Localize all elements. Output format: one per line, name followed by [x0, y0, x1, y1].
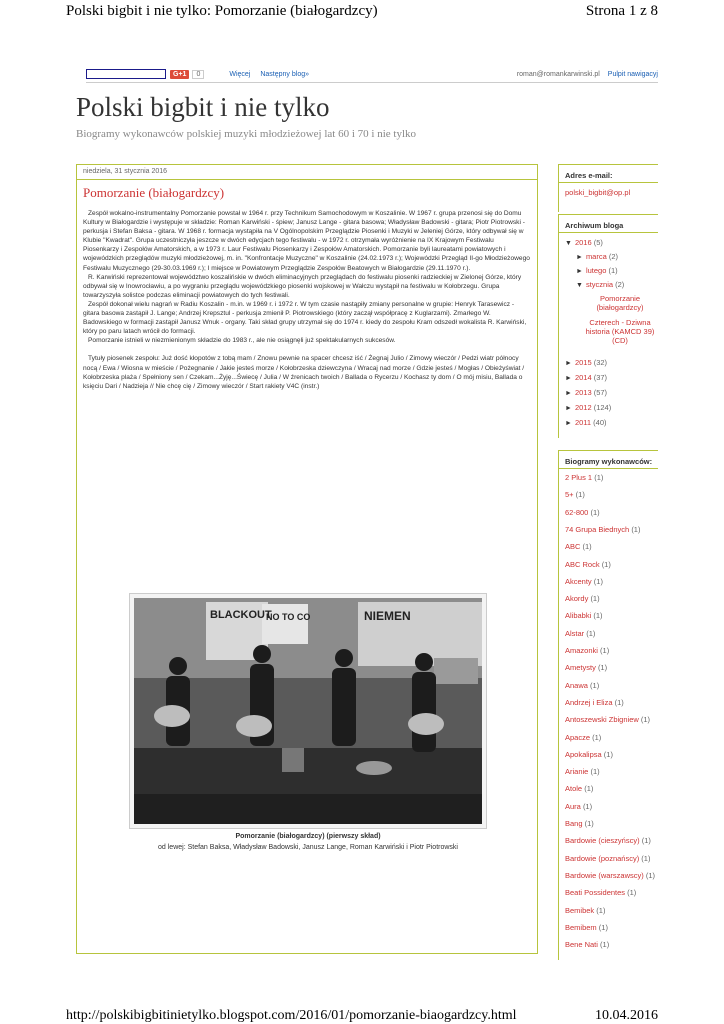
author-item[interactable] — [565, 663, 607, 672]
post-title[interactable]: Pomorzanie (białogardzcy) — [83, 185, 225, 200]
author-count: (1) — [582, 542, 592, 552]
blog-description: Biogramy wykonawców polskiej muzyki młodzieżowej lat 60 i 70 i nie tylko — [76, 128, 417, 140]
blogger-navbar — [86, 66, 658, 82]
archive-year-2016[interactable]: ▼ 2016 (5) — [565, 238, 603, 247]
author-link[interactable]: Andrzej i Eliza — [565, 697, 613, 707]
print-header-title: Polski bigbit i nie tylko: Pomorzanie (białogardzcy) — [66, 2, 378, 19]
print-page-number: Strona 1 z 8 — [585, 2, 658, 19]
author-item[interactable] — [565, 629, 595, 638]
author-item[interactable] — [565, 940, 609, 949]
author-count: (1) — [640, 715, 651, 725]
author-count: (1) — [600, 646, 610, 655]
author-link[interactable]: Ametysty — [565, 663, 596, 673]
poster-text: NO TO CO — [266, 612, 311, 622]
author-item[interactable] — [565, 473, 603, 482]
author-count: (1) — [590, 680, 600, 690]
archive-year-2011[interactable]: ► 2011 (40) — [565, 418, 607, 427]
archive-month-lutego[interactable]: ► lutego (1) — [576, 266, 618, 275]
author-item[interactable] — [565, 681, 599, 690]
author-link[interactable]: 62-800 — [565, 507, 589, 517]
post-container — [76, 164, 538, 954]
post-paragraph: Pomorzanie istnieli w niezmienionym składzie do 1983 r., ale nie osiągnęli już spektakularnych sukcesów. — [88, 337, 396, 345]
email-widget-title: Adres e-mail: — [565, 171, 613, 180]
author-link[interactable]: Bang — [565, 819, 583, 828]
author-item[interactable] — [565, 923, 608, 932]
author-count: (1) — [614, 697, 624, 707]
author-link[interactable]: Alstar — [565, 628, 585, 638]
archive-month-marca[interactable]: ► marca (2) — [576, 252, 619, 261]
triangle-right-icon[interactable]: ► — [565, 420, 572, 427]
author-link[interactable]: Amazonki — [565, 646, 598, 655]
archive-year-2014[interactable]: ► 2014 (37) — [565, 373, 608, 382]
band-photo — [134, 598, 482, 824]
author-item[interactable] — [565, 490, 585, 499]
archive-month-stycznia[interactable]: ▼ stycznia (2) — [576, 280, 625, 289]
triangle-right-icon[interactable]: ► — [576, 254, 583, 261]
author-count: (1) — [575, 490, 585, 500]
author-count: (1) — [586, 628, 596, 638]
author-link[interactable]: Akcenty — [565, 576, 592, 586]
triangle-right-icon[interactable]: ► — [565, 390, 572, 397]
author-count: (1) — [582, 801, 593, 811]
author-count: (1) — [603, 749, 613, 759]
author-item[interactable] — [565, 767, 600, 776]
author-link[interactable]: Atole — [565, 784, 583, 794]
author-count: (1) — [598, 922, 608, 932]
print-footer-url: http://polskibigbitinietylko.blogspot.com/2016/01/pomorzanie-biaogardzcy.html — [66, 1008, 517, 1023]
archive-post-link[interactable]: Czterech - Dziwna historia (KAMCD 39) (CD) — [585, 318, 655, 345]
author-count: (1) — [596, 905, 606, 915]
more-link[interactable]: Więcej — [229, 70, 251, 78]
author-count: (1) — [593, 576, 603, 586]
author-count: (1) — [627, 888, 637, 898]
author-count: (1) — [631, 524, 641, 534]
author-link[interactable]: Beati Possidentes — [565, 888, 626, 898]
dashboard-link[interactable]: Pulpit nawigacyj — [607, 70, 658, 78]
author-link[interactable]: ABC Rock — [565, 559, 600, 569]
author-link[interactable]: Arianie — [565, 767, 589, 777]
author-item[interactable] — [565, 646, 609, 655]
author-count: (1) — [590, 767, 600, 777]
archive-widget-title: Archiwum bloga — [565, 221, 624, 230]
author-count: (1) — [590, 594, 600, 604]
archive-year-2012[interactable]: ► 2012 (124) — [565, 403, 612, 412]
author-item[interactable] — [565, 784, 593, 793]
author-count: (1) — [597, 663, 608, 673]
post-paragraph: Zespół dokonał wielu nagrań w Radiu Koszalin - m.in. w 1969 r. i 1972 r. W tym czasie nastąpiły zmiany personalne w grupie: Henryk Tarasewicz - gitara basowa zastąpił J. Lange; Andrzej Krepsztul - perkusja zmienił P. Piotrowskiego (który zaczął współpracę z Kuglarzami). Zmarłego W. Badowskiego w formacji zastąpił Janusz Wnuk - organy. Taki skład grupy utrzymał się do 1974 r. kiedy do zespołu Kram odszedł wokalista R. Karwiński, który po paru latach wrócił do formacji. — [83, 300, 527, 336]
print-footer-date: 10.04.2016 — [595, 1008, 658, 1023]
author-link[interactable]: Alibabki — [565, 611, 592, 621]
print-footer — [66, 1006, 658, 1024]
band-photo-frame[interactable] — [129, 593, 487, 829]
gplus-button[interactable]: G+1 — [170, 70, 189, 79]
archive-year-2013[interactable]: ► 2013 (57) — [565, 388, 608, 397]
author-item[interactable] — [565, 577, 603, 586]
post-paragraph: Zespół wokalno-instrumentalny Pomorzanie powstał w 1964 r. przy Technikum Samochodowym w Koszalinie. W 1967 r. grupa przenosi się do Domu Kultury w Białogardzie i występuje w składzie: Roman Karwiński - śpiew; Janusz Lange - gitara basowa; Władysław Badowski - gitara; Piotr Piotrowski - perkusja i Stefan Baksa - gitara. W 1968 r. formacja wystąpiła na V Ogólnopolskim Przeglądzie Piosenki i Muzyki w Jeleniej Górze, który odbywał się w Klubie "Kwadrat". Grupa uczestniczyła jeszcze w dwóch edycjach tego festiwalu - w 1972 r. otrzymała wyróżnienie na IX Krajowym Festiwalu Piosenkarzy i Zespołów Amatorskich, a w 1973 r. Laur Festiwalu Piosenkarzy i Zespołów Amatorskich. Pomorzanie byli laureatami powiatowych i wojewódzkich przeglądów muzyki młodzieżowej, m. in. "Konfrontacje Muzyczne" w Koszalinie (24.02.1973 r.); Wojewódzki Przegląd II-go Młodzieżowego Festiwalu Muzycznego (29-30.03.1969 r.); I miejsce w Powiatowym Przeglądzie Zespołów Beatowych w Białogardzie (29.11.1970 r.). — [83, 210, 530, 272]
post-paragraph: R. Karwiński reprezentował województwo koszalińskie w dwóch eliminacyjnych przeglądach do festiwalu piosenki radzieckiej w Zielonej Górze, który odbywał się w Inowrocławiu, a po wygraniu przeglądu wojewódzkiego piosenki wojskowej w Wałczu wystąpił na festiwalu w Kołobrzegu. Grupa towarzyszyła solistce podczas eliminacji powiatowych do tych festiwali. — [83, 273, 522, 299]
author-item[interactable] — [565, 542, 592, 551]
author-link[interactable]: Bardowie (cieszyńscy) — [565, 836, 640, 846]
author-link[interactable]: Bemibek — [565, 905, 595, 915]
user-email: roman@romankarwinski.pl — [516, 70, 600, 78]
author-item[interactable] — [565, 888, 636, 897]
triangle-right-icon[interactable]: ► — [565, 375, 572, 382]
post-body — [83, 209, 531, 391]
author-count: (1) — [593, 611, 603, 621]
author-item[interactable] — [565, 819, 594, 828]
author-count: (1) — [600, 940, 610, 950]
poster-text: NIEMEN — [364, 609, 411, 623]
archive-widget — [558, 214, 658, 438]
triangle-right-icon[interactable]: ► — [565, 405, 572, 412]
triangle-down-icon[interactable]: ▼ — [576, 282, 583, 289]
author-item[interactable] — [565, 715, 650, 724]
triangle-right-icon[interactable]: ► — [565, 360, 572, 367]
author-item[interactable] — [565, 525, 640, 534]
authors-widget-title: Biogramy wykonawców: — [565, 457, 653, 466]
author-link[interactable]: Anawa — [565, 680, 588, 690]
author-item[interactable] — [565, 560, 611, 569]
archive-year-2015[interactable]: ► 2015 (32) — [565, 358, 608, 367]
next-blog-link[interactable]: Następny blog» — [260, 70, 310, 78]
search-input[interactable] — [86, 69, 166, 79]
author-link[interactable]: Apokalipsa — [565, 749, 602, 759]
author-item[interactable] — [565, 906, 605, 915]
song-list: Tytuły piosenek zespołu: Już dość kłopotów z tobą mam / Znowu pewnie na spacer chcesz iść / Żegnaj Julio / Zimowy wieczór / Pedzi wiatr północy nocą / Ewa / Wiosna w mieście / Pożegnanie / Jakie jesteś morze / Kołobrzeska dziewczyna / Wracaj nad morze / Gdzie jesteś / Mogłas / Obieżyświat / Kołobrzeska plaża / Spełniony sen / Czekam...Żyję...Świecę / Julia / W źrenicach twoich / Ballada o Rycerzu / Kochasz ty dom / O mój misiu, Ballada o księciu Dari / Nadzieja // Nie chcę cię / Zimowy wieczór / Start rakiety V4C (instr.) — [83, 355, 525, 390]
author-item[interactable] — [565, 733, 601, 742]
author-item[interactable] — [565, 854, 650, 863]
author-count: (1) — [592, 732, 602, 742]
author-count: (1) — [641, 853, 651, 863]
contact-email-link[interactable]: polski_bigbit@op.pl — [565, 188, 631, 197]
author-item[interactable] — [565, 871, 655, 880]
author-item[interactable] — [565, 611, 603, 620]
author-count: (1) — [645, 870, 656, 880]
archive-post-link[interactable]: Pomorzanie (białogardzcy) — [596, 294, 644, 312]
author-item[interactable] — [565, 836, 651, 845]
email-widget — [558, 164, 658, 212]
navbar-divider — [86, 82, 658, 83]
triangle-right-icon[interactable]: ► — [576, 268, 583, 275]
print-header — [66, 0, 658, 22]
post-date: niedziela, 31 stycznia 2016 — [83, 168, 168, 175]
poster-text: BLACKOUT — [210, 609, 272, 621]
author-item[interactable] — [565, 750, 613, 759]
author-link[interactable]: Bemibem — [565, 922, 597, 932]
author-count: (1) — [584, 784, 594, 794]
author-count: (1) — [590, 507, 600, 517]
author-count: (1) — [594, 473, 604, 482]
date-divider — [77, 179, 537, 180]
author-count: (1) — [641, 836, 651, 846]
author-link[interactable]: Apacze — [565, 732, 591, 742]
author-link[interactable]: Bardowie (poznańscy) — [565, 853, 640, 863]
author-link[interactable]: ABC — [565, 542, 581, 552]
photo-caption: Pomorzanie (białogardzcy) (pierwszy skład) — [235, 833, 381, 840]
author-count: (1) — [601, 559, 611, 569]
author-link[interactable]: Bene Nati — [565, 940, 598, 950]
author-link[interactable]: Akordy — [565, 594, 589, 604]
authors-widget — [558, 450, 658, 960]
author-link[interactable]: 74 Grupa Biednych — [565, 524, 630, 534]
author-item[interactable] — [565, 698, 624, 707]
author-item[interactable] — [565, 508, 600, 517]
author-item[interactable] — [565, 802, 592, 811]
blog-title[interactable]: Polski bigbit i nie tylko — [76, 92, 330, 122]
author-item[interactable] — [565, 594, 600, 603]
triangle-down-icon[interactable]: ▼ — [565, 240, 572, 247]
author-link[interactable]: Antoszewski Zbigniew — [565, 715, 639, 725]
author-count: (1) — [584, 819, 594, 828]
photo-subcaption: od lewej: Stefan Baksa, Władysław Badowski, Janusz Lange, Roman Karwiński i Piotr Piotrowski — [158, 844, 458, 851]
author-link[interactable]: 2 Plus 1 — [565, 473, 593, 482]
author-link[interactable]: 5+ — [565, 490, 574, 500]
author-link[interactable]: Bardowie (warszawscy) — [565, 870, 644, 880]
author-link[interactable]: Aura — [565, 801, 581, 811]
gplus-count: 0 — [192, 70, 204, 79]
